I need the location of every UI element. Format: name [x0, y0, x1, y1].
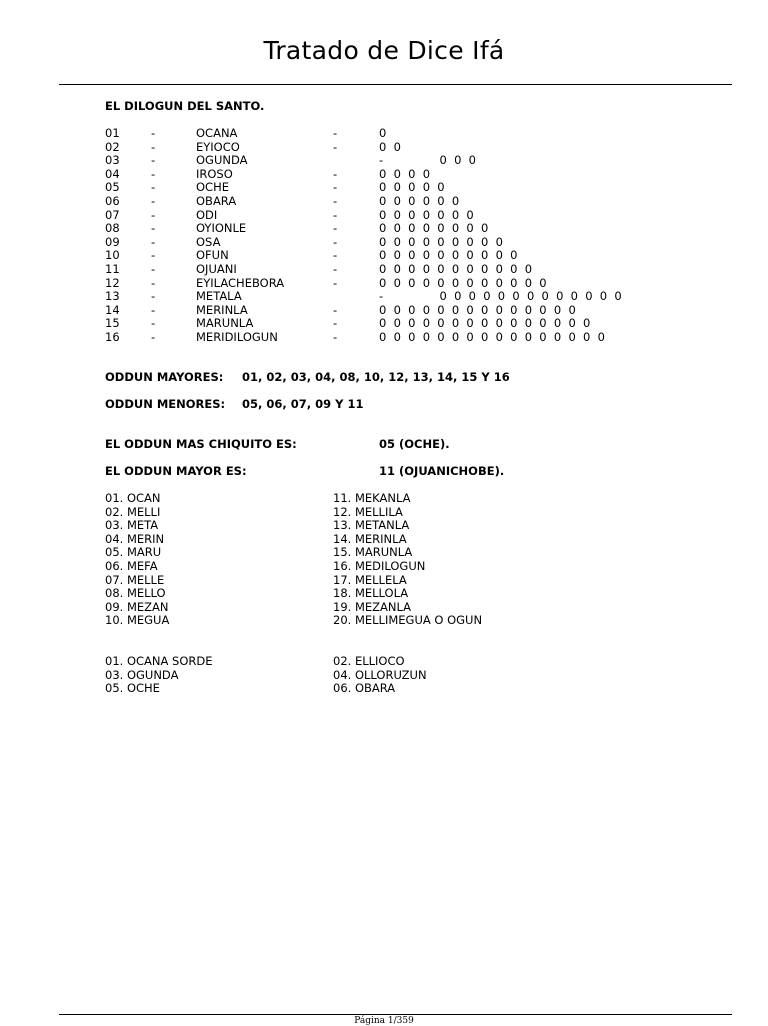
- dilogun-number: 06: [105, 193, 120, 208]
- dilogun-number: 10: [105, 248, 120, 263]
- dilogun-separator: -: [151, 139, 156, 154]
- dilogun-row: [105, 249, 745, 263]
- dilogun-name: OBARA: [196, 193, 237, 208]
- dilogun-number: 05: [105, 180, 120, 195]
- dilogun-name: EYIOCO: [196, 139, 240, 154]
- oddun-menores-label: ODDUN MENORES:: [105, 397, 226, 411]
- dilogun-name: IROSO: [196, 166, 233, 181]
- dilogun-number: 09: [105, 234, 120, 249]
- dilogun-number: 11: [105, 261, 120, 276]
- names-row: [105, 614, 705, 628]
- list-item-left: 01. OCANA SORDE: [105, 654, 213, 668]
- dilogun-separator: -: [333, 261, 338, 276]
- dilogun-separator: -: [151, 126, 156, 140]
- list-item-left: 05. MARU: [105, 545, 162, 560]
- list-item-right: 16. MEDILOGUN: [333, 558, 426, 573]
- names-row: [105, 533, 705, 547]
- names-row: [105, 546, 705, 560]
- list-item-left: 06. MEFA: [105, 558, 158, 573]
- dilogun-list: [105, 127, 745, 345]
- dilogun-number: 13: [105, 289, 120, 304]
- dilogun-marks: 0 0 0 0: [379, 166, 432, 181]
- dilogun-row: [105, 168, 745, 182]
- names-row-secondary: [105, 655, 705, 669]
- oddun-mayor-label: EL ODDUN MAYOR ES:: [105, 464, 247, 478]
- dilogun-name: METALA: [196, 289, 242, 304]
- dilogun-marks: - 0 0 0 0 0 0 0 0 0 0 0 0 0: [379, 289, 624, 304]
- list-item-left: 09. MEZAN: [105, 599, 169, 614]
- dilogun-separator: -: [333, 126, 338, 140]
- dilogun-name: OJUANI: [196, 261, 237, 276]
- dilogun-separator: -: [151, 289, 156, 304]
- dilogun-name: EYILACHEBORA: [196, 275, 285, 290]
- oddun-mayores-value: 01, 02, 03, 04, 08, 10, 12, 13, 14, 15 Y 16: [242, 370, 510, 384]
- dilogun-row: [105, 317, 745, 331]
- dilogun-marks: 0 0 0 0 0 0 0 0 0 0: [379, 248, 520, 263]
- dilogun-number: 07: [105, 207, 120, 222]
- list-item-left: 03. OGUNDA: [105, 667, 179, 682]
- oddun-chiquito-value: 05 (OCHE).: [379, 437, 450, 451]
- dilogun-separator: -: [333, 234, 338, 249]
- dilogun-name: MERINLA: [196, 302, 248, 317]
- dilogun-separator: -: [151, 193, 156, 208]
- dilogun-separator: -: [151, 261, 156, 276]
- names-list: [105, 492, 705, 628]
- dilogun-separator: -: [151, 302, 156, 317]
- list-item-right: 20. MELLIMEGUA O OGUN: [333, 613, 483, 628]
- dilogun-number: 12: [105, 275, 120, 290]
- dilogun-marks: 0 0: [379, 139, 403, 154]
- dilogun-marks: 0 0 0 0 0: [379, 180, 447, 195]
- dilogun-row: [105, 141, 745, 155]
- oddun-mayor-value: 11 (OJUANICHOBE).: [379, 464, 505, 478]
- dilogun-separator: -: [151, 153, 156, 168]
- list-item-left: 02. MELLI: [105, 504, 161, 519]
- names-row: [105, 587, 705, 601]
- dilogun-name: OSA: [196, 234, 221, 249]
- dilogun-row: [105, 331, 745, 345]
- dilogun-row: [105, 181, 745, 195]
- dilogun-marks: 0 0 0 0 0 0 0 0 0 0 0 0 0 0 0 0: [379, 329, 607, 344]
- dilogun-separator: -: [151, 248, 156, 263]
- dilogun-name: ODI: [196, 207, 218, 222]
- dilogun-separator: -: [151, 180, 156, 195]
- oddun-menores-line: [105, 397, 364, 411]
- dilogun-marks: 0 0 0 0 0 0: [379, 193, 461, 208]
- dilogun-row: [105, 222, 745, 236]
- dilogun-name: OCANA: [196, 126, 238, 140]
- dilogun-separator: -: [151, 275, 156, 290]
- list-item-left: 07. MELLE: [105, 572, 165, 587]
- dilogun-number: 04: [105, 166, 120, 181]
- dilogun-separator: -: [333, 193, 338, 208]
- dilogun-marks: 0 0 0 0 0 0 0 0 0 0 0 0: [379, 275, 549, 290]
- dilogun-row: [105, 127, 745, 141]
- dilogun-separator: -: [151, 329, 156, 344]
- dilogun-marks: 0: [379, 126, 389, 140]
- dilogun-number: 08: [105, 221, 120, 236]
- names-row: [105, 492, 705, 506]
- page-title: Tratado de Dice Ifá: [263, 36, 505, 65]
- list-item-right: 04. OLLORUZUN: [333, 667, 427, 682]
- dilogun-row: [105, 154, 745, 168]
- dilogun-marks: 0 0 0 0 0 0 0 0 0 0 0 0 0 0 0: [379, 316, 593, 331]
- section-heading: EL DILOGUN DEL SANTO.: [105, 99, 265, 113]
- footer-divider: [59, 1014, 732, 1015]
- dilogun-row: [105, 195, 745, 209]
- names-row: [105, 519, 705, 533]
- oddun-mayores-label: ODDUN MAYORES:: [105, 370, 224, 384]
- dilogun-marks: 0 0 0 0 0 0 0 0: [379, 221, 491, 236]
- dilogun-row: [105, 236, 745, 250]
- names-list-secondary: [105, 655, 705, 696]
- dilogun-row: [105, 209, 745, 223]
- dilogun-row: [105, 263, 745, 277]
- dilogun-row: [105, 290, 745, 304]
- dilogun-number: 03: [105, 153, 120, 168]
- list-item-right: 12. MELLILA: [333, 504, 403, 519]
- dilogun-marks: 0 0 0 0 0 0 0 0 0 0 0 0 0 0: [379, 302, 578, 317]
- list-item-left: 05. OCHE: [105, 681, 160, 696]
- oddun-chiquito-line: [105, 437, 450, 451]
- dilogun-separator: -: [333, 180, 338, 195]
- dilogun-name: MERIDILOGUN: [196, 329, 278, 344]
- page-number: Página 1/359: [354, 1016, 414, 1026]
- list-item-left: 08. MELLO: [105, 586, 166, 601]
- list-item-right: 18. MELLOLA: [333, 586, 409, 601]
- dilogun-separator: -: [151, 234, 156, 249]
- list-item-right: 15. MARUNLA: [333, 545, 413, 560]
- oddun-mayores-line: [105, 370, 510, 384]
- names-row: [105, 574, 705, 588]
- list-item-left: 03. META: [105, 518, 159, 533]
- oddun-mayor-line: [105, 464, 505, 478]
- list-item-right: 06. OBARA: [333, 681, 396, 696]
- names-row: [105, 560, 705, 574]
- dilogun-separator: -: [333, 316, 338, 331]
- dilogun-number: 15: [105, 316, 120, 331]
- dilogun-separator: -: [333, 139, 338, 154]
- list-item-right: 17. MELLELA: [333, 572, 407, 587]
- list-item-left: 01. OCAN: [105, 491, 161, 505]
- dilogun-separator: -: [333, 166, 338, 181]
- list-item-right: 19. MEZANLA: [333, 599, 412, 614]
- names-row: [105, 506, 705, 520]
- dilogun-marks: 0 0 0 0 0 0 0 0 0 0 0: [379, 261, 534, 276]
- dilogun-separator: -: [333, 248, 338, 263]
- dilogun-separator: -: [333, 329, 338, 344]
- dilogun-number: 14: [105, 302, 120, 317]
- dilogun-marks: 0 0 0 0 0 0 0: [379, 207, 476, 222]
- list-item-left: 04. MERIN: [105, 531, 165, 546]
- dilogun-separator: -: [333, 207, 338, 222]
- dilogun-marks: - 0 0 0: [379, 153, 478, 168]
- dilogun-name: OFUN: [196, 248, 229, 263]
- dilogun-separator: -: [151, 207, 156, 222]
- dilogun-separator: -: [333, 221, 338, 236]
- header-divider: [59, 84, 732, 85]
- dilogun-separator: -: [333, 302, 338, 317]
- dilogun-separator: -: [151, 221, 156, 236]
- names-row-secondary: [105, 669, 705, 683]
- names-row: [105, 601, 705, 615]
- dilogun-name: OCHE: [196, 180, 229, 195]
- dilogun-number: 02: [105, 139, 120, 154]
- list-item-right: 02. ELLIOCO: [333, 654, 405, 668]
- dilogun-separator: -: [151, 166, 156, 181]
- dilogun-marks: 0 0 0 0 0 0 0 0 0: [379, 234, 505, 249]
- oddun-chiquito-label: EL ODDUN MAS CHIQUITO ES:: [105, 437, 297, 451]
- list-item-right: 11. MEKANLA: [333, 491, 411, 505]
- dilogun-name: MARUNLA: [196, 316, 254, 331]
- names-row-secondary: [105, 682, 705, 696]
- dilogun-name: OYIONLE: [196, 221, 247, 236]
- list-item-right: 13. METANLA: [333, 518, 410, 533]
- dilogun-separator: -: [151, 316, 156, 331]
- oddun-menores-value: 05, 06, 07, 09 Y 11: [242, 397, 364, 411]
- list-item-left: 10. MEGUA: [105, 613, 170, 628]
- dilogun-row: [105, 277, 745, 291]
- dilogun-separator: -: [333, 275, 338, 290]
- dilogun-number: 16: [105, 329, 120, 344]
- dilogun-number: 01: [105, 126, 120, 140]
- dilogun-name: OGUNDA: [196, 153, 248, 168]
- list-item-right: 14. MERINLA: [333, 531, 407, 546]
- dilogun-row: [105, 304, 745, 318]
